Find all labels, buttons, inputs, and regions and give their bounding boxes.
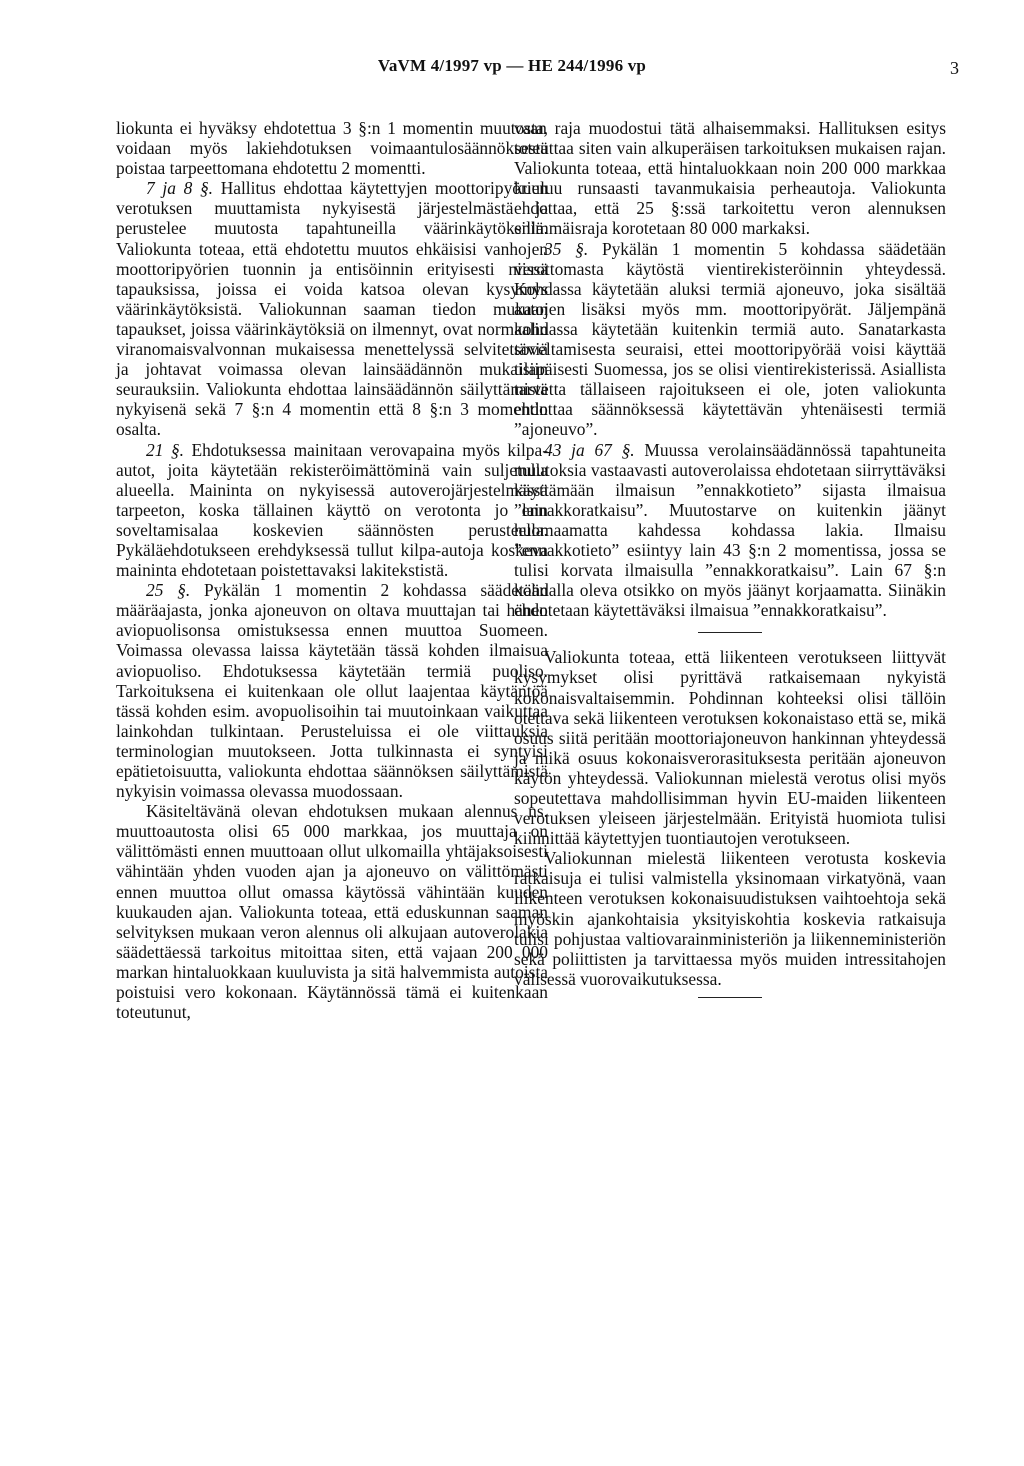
paragraph: Käsiteltävänä olevan ehdotuksen mukaan alennus ns. muuttoautosta olisi 65 000 markkaa, jos muuttaja on välittömästi ennen muuttoaan ollut ulkomailla yhtäjaksoisesti vähintään yhden vuoden ajan ja ajoneuvo on välittömästi ennen muuttoa ollut omassa käytössä vähintään kuuden kuukauden ajan. Valiokunta toteaa, että eduskunnan saaman selvityksen mukaan veron alennus oli alkujaan autoverolakia säädettäessä tarkoitus mitoittaa siten, että vajaan 200 000 markan hintaluokkaan kuuluvista ja sitä halvemmista autoista poistuisi vero kokonaan. Käytännössä tämä ei kuitenkaan toteutunut, (116, 801, 548, 1023)
paragraph: liokunta ei hyväksy ehdotettua 3 §:n 1 momentin muutosta, voidaan myös lakiehdotuksen voimaantulosäännöksestä poistaa tarpeettomana ehdotettu 2 momentti. (116, 118, 548, 179)
paragraph-text: Ehdotuksessa mainitaan verovapaina myös kilpa-autot, joita käytetään rekisteröimättöminä vain suljetulla alueella. Maininta on nykyisessä autoverojärjestelmässä tarpeeton, koska tällainen käyttö on verotonta jo lain soveltamisalaa koskevien säännösten perusteella. Pykäläehdotukseen erehdyksessä tullut kilpa-autoja koskeva maininta ehdotetaan poistettavaksi lakitekstistä. (116, 439, 548, 581)
paragraph: Valiokunta toteaa, että liikenteen verotukseen liittyvät kysymykset olisi pyrittävä ratkaisemaan nykyistä kokonaisvaltaisemmin. Pohdinnan kohteeksi olisi tällöin otettava sekä liikenteen verotuksen kokonaistaso että se, mikä osuus siitä peritään moottoriajoneuvon hankinnan yhteydessä ja mikä osuus kokonaisverorasituksesta peritään ajoneuvon käytön yhteydessä. Valiokunnan mielestä verotus olisi myös sopeutettava mahdollisimman hyvin EU-maiden liikenteen verotuksen yleiseen järjestelmään. Erityistä huomiota tulisi kiinnittää käytettyjen tuontiautojen verotukseen. (514, 647, 946, 849)
paragraph-text: Pykälän 1 momentin 2 kohdassa säädetään määräajasta, jonka ajoneuvon on oltava muuttajan tai hänen aviopuolisonsa omistuksessa ennen muuttoa Suomeen. Voimassa olevassa laissa käytetään tässä kohden ilmaisua aviopuoliso. Ehdotuksessa käytetään termiä puoliso. Tarkoituksena ei kuitenkaan ole ollut laajentaa käytäntöä tässä kohden esim. avopuolisoihin tai muutoinkaan vaikuttaa lainkohdan tulkintaan. Perusteluissa ei ole viittauksia terminologian muutokseen. Jotta tulkinnasta ei syntyisi epätietoisuutta, valiokunta ehdottaa säännöksen säilyttämistä nykyisin voimassa olevassa muodossaan. (116, 580, 548, 802)
paragraph-text: Pykälän 1 momentin 5 kohdassa säädetään verottomasta käytöstä vientirekisteröinnin yhteydessä. Kohdassa käytetään aluksi termiä ajoneuvo, joka sisältää autojen lisäksi myös mm. moottoripyörät. Jäljempänä kohdassa käytetään kuitenkin termiä auto. Sanatarkasta soveltamisesta seuraisi, ettei moottoripyörää voisi käyttää tilapäisesti Suomessa, jos se olisi vientirekisterissä. Asiallista tarvetta tällaiseen rajoitukseen ei ole, joten valiokunta ehdottaa säännöksessä käytettävän yhtenäisesti termiä ”ajoneuvo”. (514, 238, 946, 440)
paragraph-text: Hallitus ehdottaa käytettyjen moottoripyörien verotuksen muuttamista nykyisestä järjestelmästä ja perustelee muutosta tapahtuneilla väärinkäytöksillä. Valiokunta toteaa, että ehdotettu muutos ehkäisisi vanhojen moottoripyörien tuonnin ja entisöinnin erityisesti niissä tapauksissa, joissa ei voida katsoa olevan kysymys väärinkäytöksistä. Valiokunnan saaman tiedon mukaan tapaukset, joissa väärinkäytöksiä on ilmennyt, ovat normaalin viranomaisvalvonnan mukaisessa menettelyssä selvitettäviä ja johtavat voimassa olevan lainsäädännön mukaisiin seurauksiin. Valiokunta ehdottaa lainsäädännön säilyttämistä nykyisenä sekä 7 §:n 4 momentin että 8 §:n 3 momentin osalta. (116, 178, 548, 440)
left-column (116, 118, 548, 1022)
section-reference: 7 ja 8 §. (146, 178, 214, 199)
paragraph-text: Muussa verolainsäädännössä tapahtuneita muutoksia vastaavasti autoverolaissa ehdotetaan siirryttäväksi käyttämään ilmaisun ”ennakkotieto” sijasta ilmaisua ”ennakkoratkaisu”. Muutostarve on kuitenkin jäänyt huomaamatta kahdessa kohdassa lakia. Ilmaisu ”ennakkotieto” esiintyy lain 43 §:n 2 momentissa, jossa se tulisi korvata ilmaisulla ”ennakkoratkaisu”. Lain 67 §:n kohdalla oleva otsikko on myös jäänyt korjaamatta. Siinäkin ehdotetaan käytettäväksi ilmaisua ”ennakkoratkaisu”. (514, 439, 946, 621)
section-reference: 25 §. (146, 580, 191, 601)
paragraph (514, 440, 946, 621)
page-number: 3 (950, 58, 959, 78)
paragraph (116, 580, 548, 801)
paragraph (514, 239, 946, 440)
paragraph: Valiokunnan mielestä liikenteen verotusta koskevia ratkaisuja ei tulisi valmistella yksinomaan virkatyönä, vaan liikenteen verotuksen kokonaisuudistuksen vaihtoehtoja sekä myöskin ajankohtaisia yksityiskohtia koskevia ratkaisuja tulisi pohjustaa valtiovarainministeriön ja liikenneministeriön sekä poliittisten ja tarvittaessa myös muiden intressitahojen välisessä vuorovaikutuksessa. (514, 848, 946, 989)
section-reference: 43 ja 67 §. (544, 439, 635, 460)
running-header: VaVM 4/1997 vp — HE 244/1996 vp (377, 56, 647, 75)
end-divider (698, 997, 762, 998)
section-divider (698, 632, 762, 633)
right-column (514, 118, 946, 998)
section-reference: 21 §. (146, 439, 184, 460)
paragraph (116, 440, 548, 581)
section-reference: 35 §. (544, 238, 589, 259)
paragraph (116, 178, 548, 439)
paragraph: vaan raja muodostui tätä alhaisemmaksi. Hallituksen esitys toteuttaa siten vain alkuperäisen tarkoituksen mukaisen rajan. Valiokunta toteaa, että hintaluokkaan noin 200 000 markkaa kuuluu runsaasti tavanmukaisia perheautoja. Valiokunta ehdottaa, että 25 §:ssä tarkoitettu veron alennuksen enimmäisraja korotetaan 80 000 markaksi. (514, 118, 946, 239)
